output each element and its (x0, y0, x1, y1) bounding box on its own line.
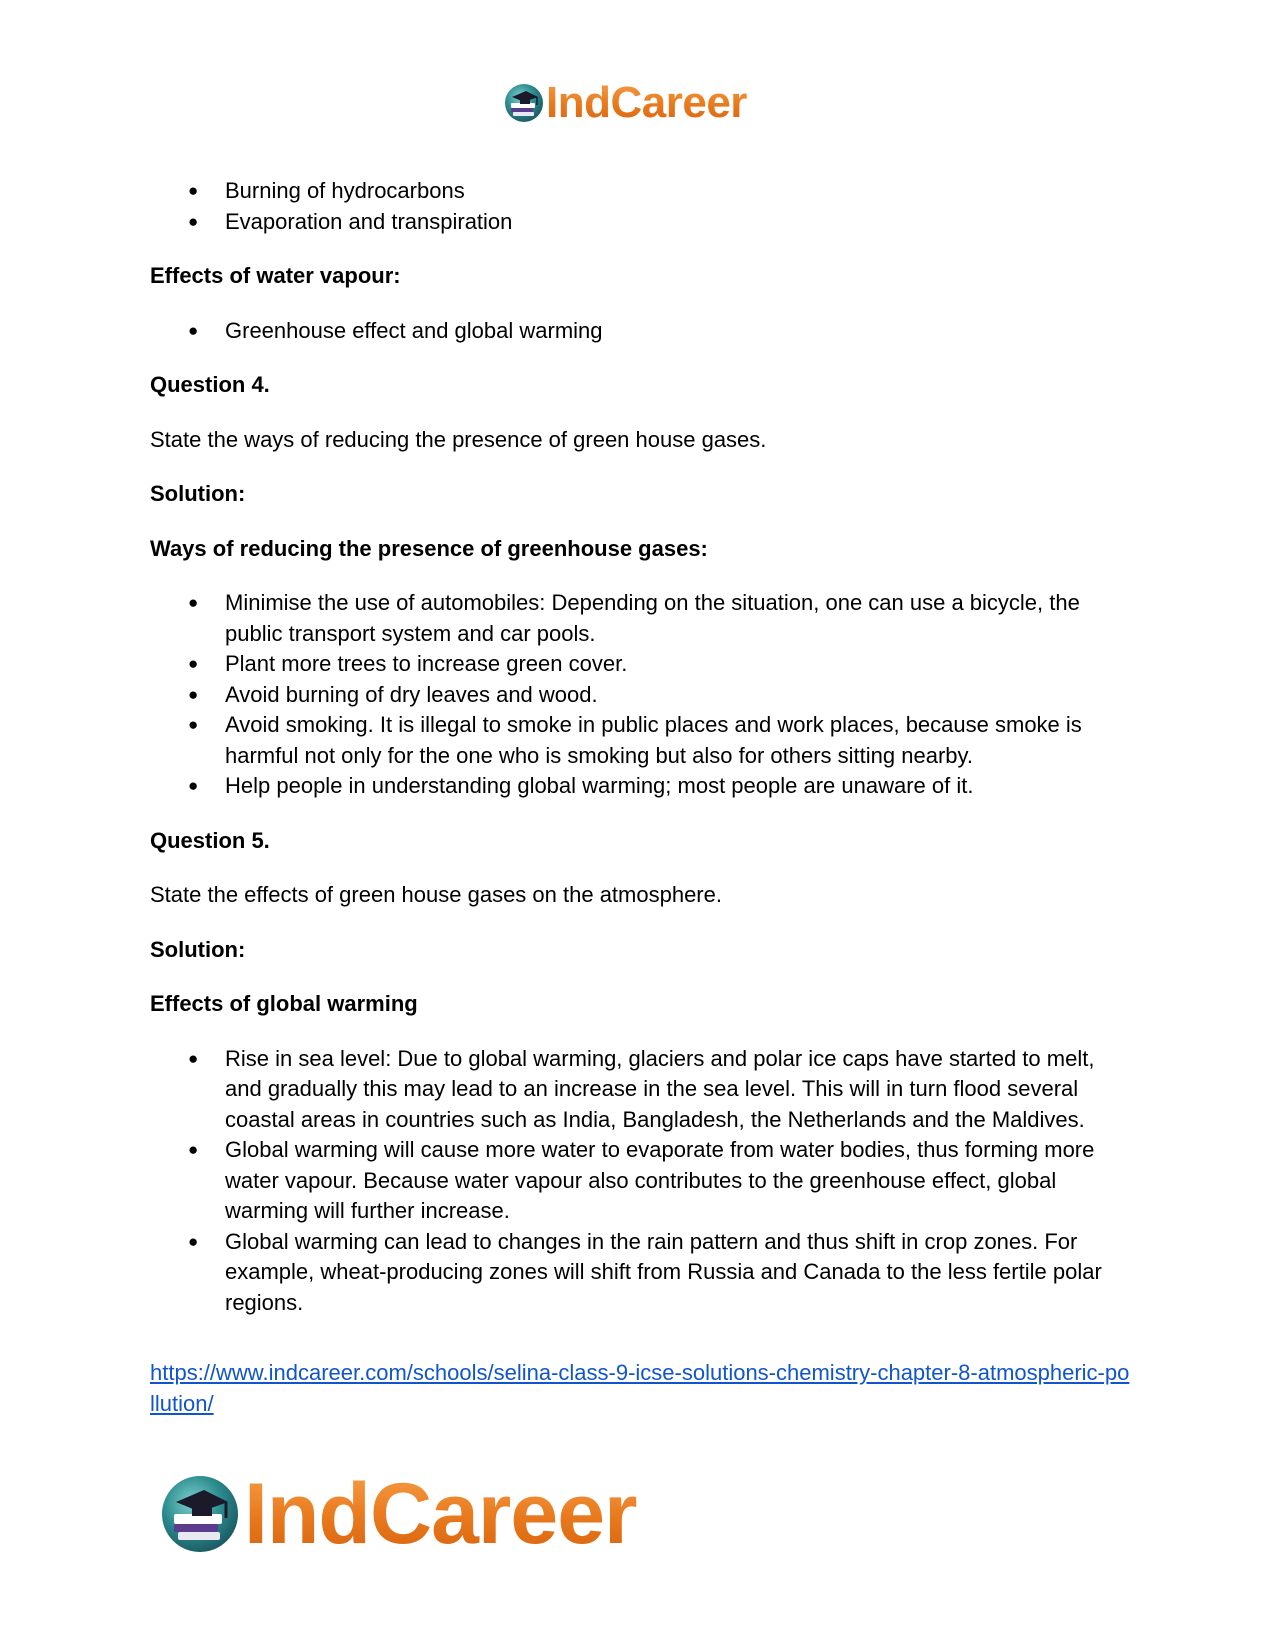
list-item: ● Avoid burning of dry leaves and wood. (150, 680, 1130, 711)
list-item: ● Plant more trees to increase green cover. (150, 649, 1130, 680)
question-4-text: State the ways of reducing the presence of green house gases. (150, 426, 767, 452)
source-link[interactable]: https://www.indcareer.com/schools/selina-class-9-icse-solutions-chemistry-chapter-8-atmospheric-pollution/ (150, 1360, 1130, 1416)
list-item: ● Avoid smoking. It is illegal to smoke in public places and work places, because smoke is harmful not only for the one who is smoking but also for others sitting nearby. (150, 710, 1130, 771)
document-body (150, 176, 1130, 1419)
header-logo (504, 78, 747, 128)
effects-water-vapour-heading: Effects of water vapour: (150, 263, 401, 288)
question-4-ways-heading: Ways of reducing the presence of greenhouse gases: (150, 535, 708, 561)
list-item: ● Burning of hydrocarbons (150, 176, 1130, 207)
graduation-cap-icon (504, 83, 544, 123)
list-item: ● Global warming will cause more water to evaporate from water bodies, thus forming more water vapour. Because water vapour also contributes to the greenhouse effect, global warming will further increase. (150, 1135, 1130, 1227)
footer-logo (160, 1466, 637, 1562)
list-item: ● Evaporation and transpiration (150, 207, 1130, 238)
question-4-solution-label: Solution: (150, 481, 246, 506)
question-4-label: Question 4. (150, 372, 270, 397)
question-5-effects-heading: Effects of global warming (150, 991, 418, 1016)
logo-wordmark: IndCareer (546, 78, 747, 127)
effects-water-vapour-list (150, 316, 1130, 347)
ways-list (150, 588, 1130, 802)
list-item: ● Help people in understanding global warming; most people are unaware of it. (150, 771, 1130, 802)
logo-wordmark: IndCareer (244, 1466, 637, 1562)
graduation-cap-icon (160, 1474, 240, 1554)
list-item: ● Minimise the use of automobiles: Depending on the situation, one can use a bicycle, the public transport system and car pools. (150, 588, 1130, 649)
question-5-label: Question 5. (150, 827, 270, 853)
list-item: ● Global warming can lead to changes in the rain pattern and thus shift in crop zones. For example, wheat-producing zones will shift from Russia and Canada to the less fertile polar regions. (150, 1227, 1130, 1319)
list-item: ● Greenhouse effect and global warming (150, 316, 1130, 347)
source-link-paragraph (150, 1358, 1130, 1419)
question-5-solution-label: Solution: (150, 936, 246, 962)
sources-list (150, 176, 1130, 237)
list-item: ● Rise in sea level: Due to global warming, glaciers and polar ice caps have started to melt, and gradually this may lead to an increase in the sea level. This will in turn flood several coastal areas in countries such as India, Bangladesh, the Netherlands and the Maldives. (150, 1044, 1130, 1136)
question-5-text: State the effects of green house gases on the atmosphere. (150, 882, 722, 907)
effects-list (150, 1044, 1130, 1319)
